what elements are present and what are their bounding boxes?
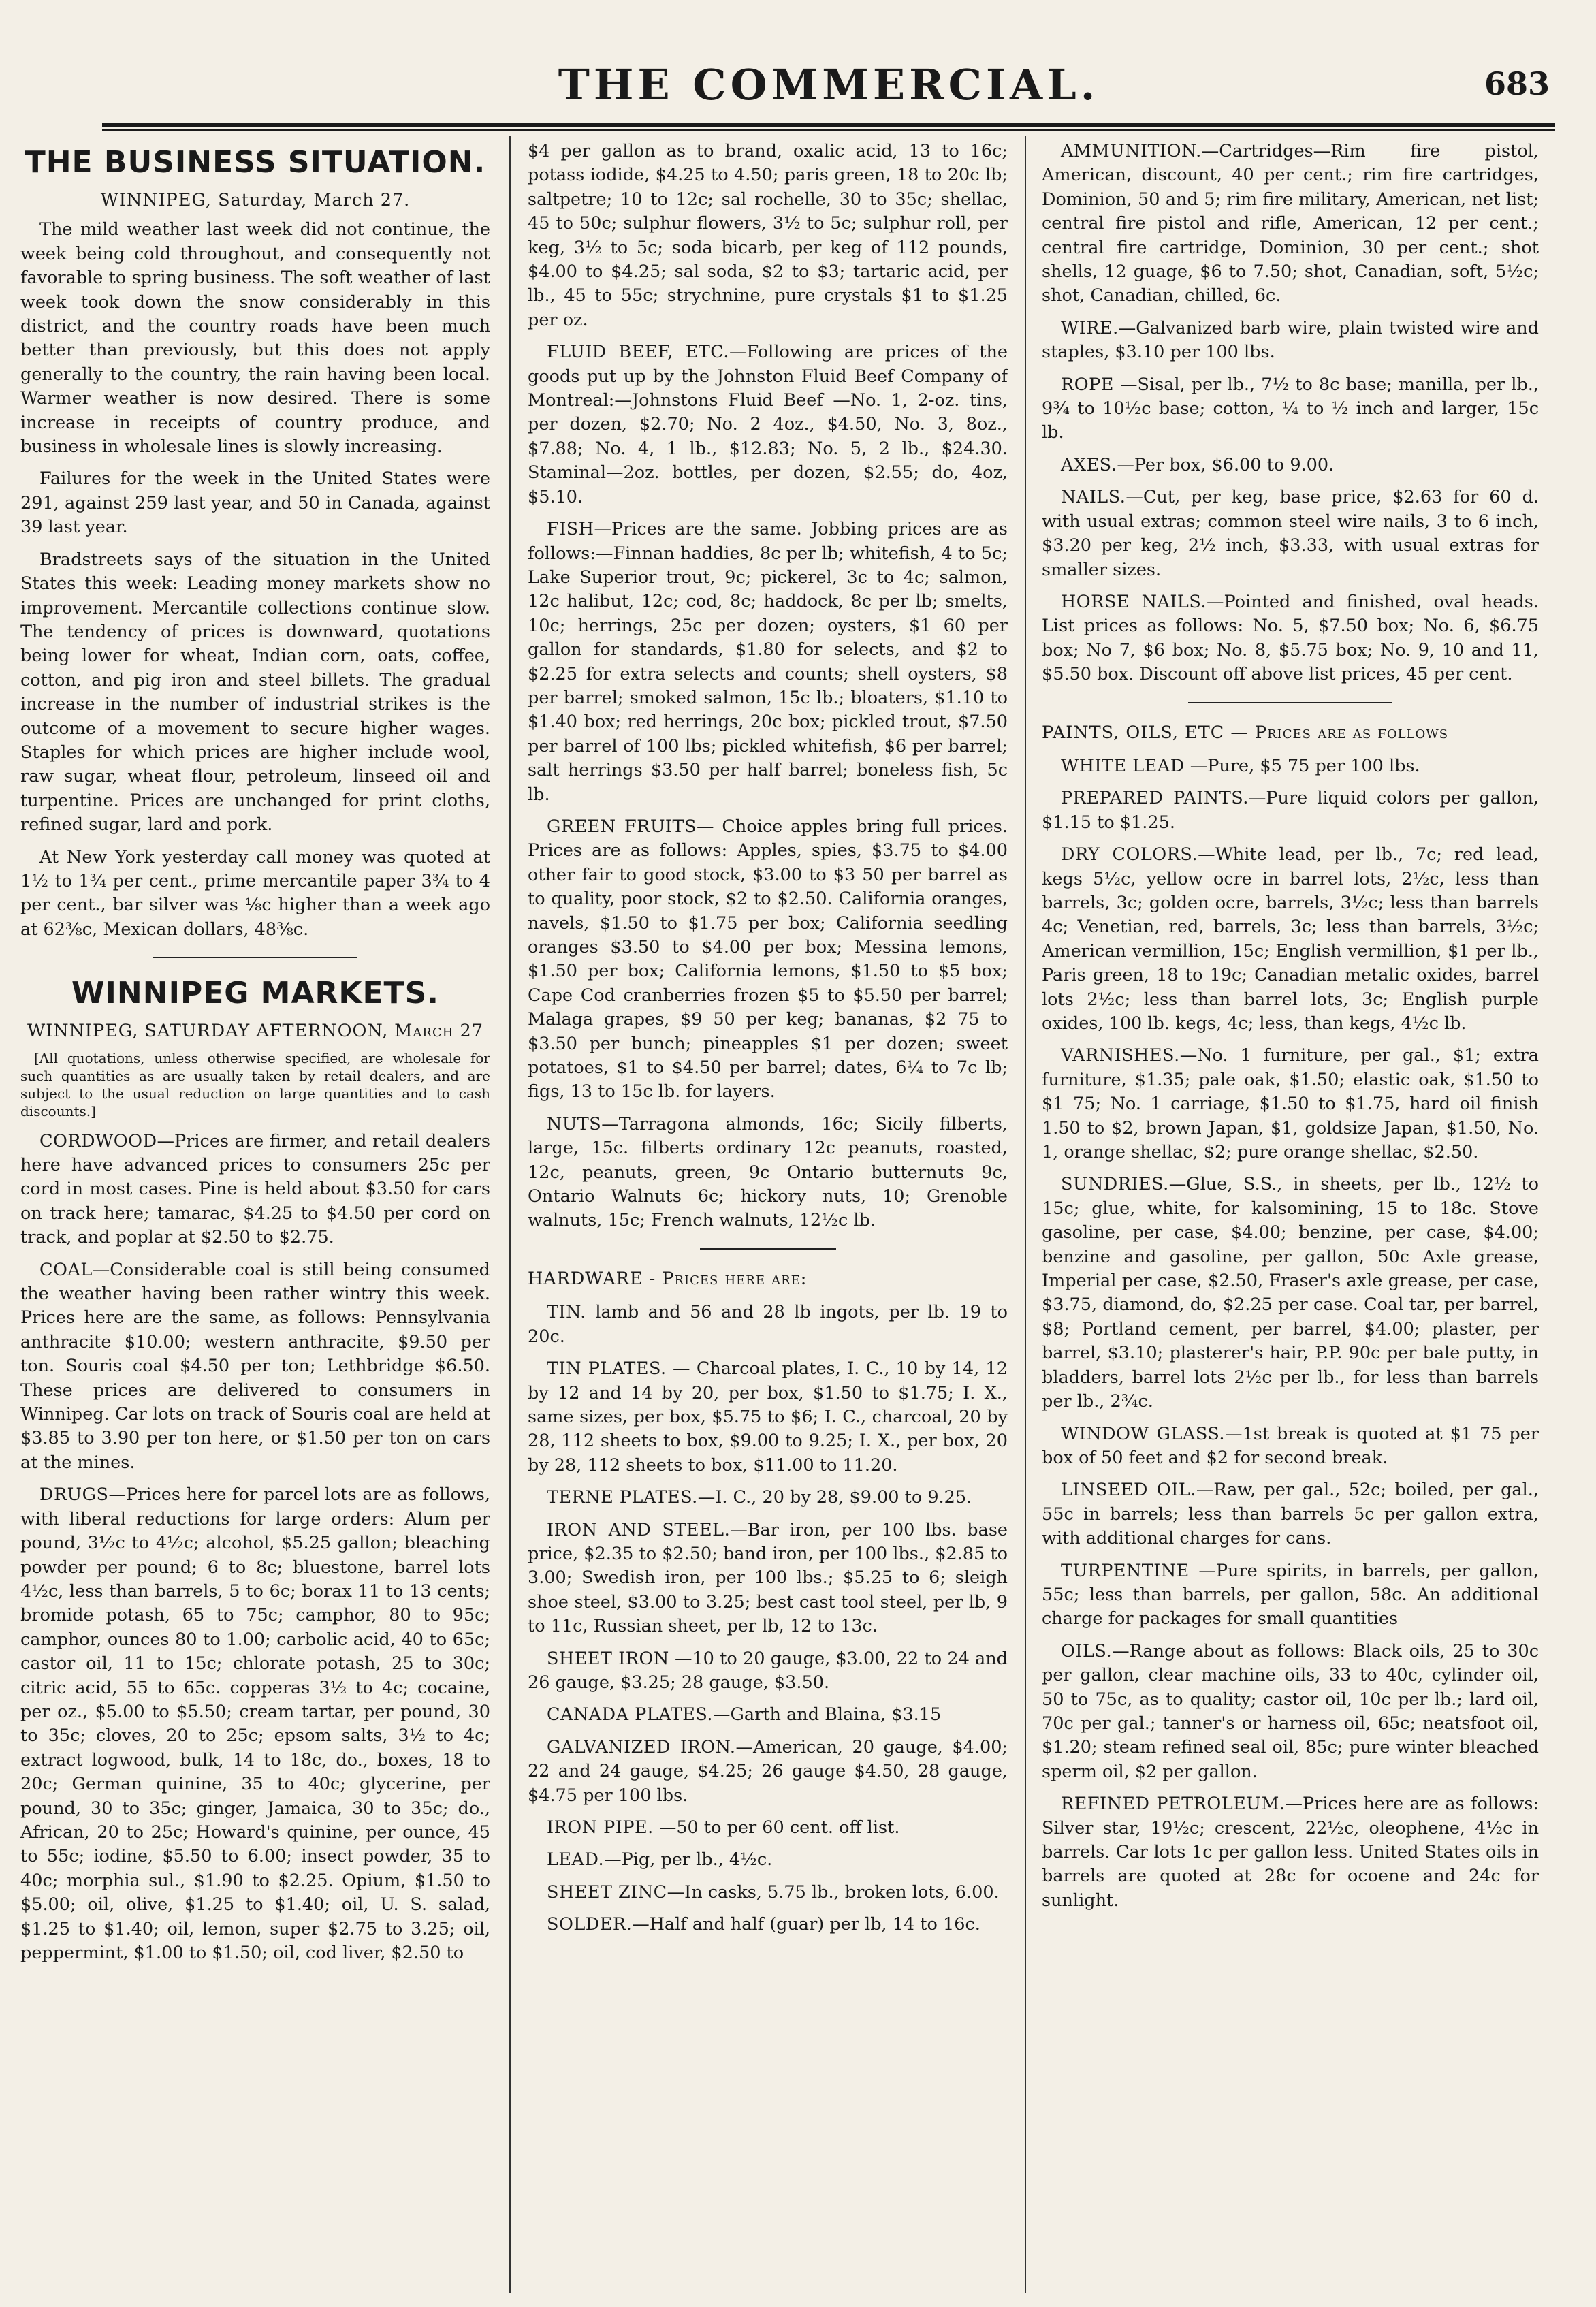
white-lead-label: WHITE LEAD [1061, 755, 1185, 776]
drugs-label: DRUGS [39, 1484, 109, 1506]
sundries-entry [1042, 1173, 1539, 1414]
tin-label: TIN. [547, 1302, 586, 1323]
column-divider-1 [509, 136, 511, 2293]
canada-plates-label: CANADA PLATES. [547, 1704, 714, 1725]
refined-petroleum-entry [1042, 1792, 1539, 1913]
varnishes-entry [1042, 1044, 1539, 1164]
sheet-iron-label: SHEET IRON [547, 1648, 669, 1669]
wire-label: WIRE. [1061, 317, 1119, 338]
rope-entry [1042, 373, 1539, 445]
terne-plates-label: TERNE PLATES. [547, 1487, 698, 1508]
masthead [102, 41, 1555, 129]
coal-entry [20, 1258, 490, 1476]
markets-heading: WINNIPEG MARKETS. [71, 976, 439, 1011]
drugs-entry [20, 1483, 490, 1965]
fluid-beef-text: —Following are prices of the goods put up by the Johnston Fluid Beef Company of Montreal:—Johnstons Fluid Beef —No. 1, 2-oz. tins, per dozen, $2.70; No. 2 4oz., $4.50, No. 3, 8oz., $7.88; No. 4, 1 lb., $12.83; No. 5, 2 lb., $24.30. Staminal—2oz. bottles, per dozen, $2.55; do, 4oz, $5.10. [528, 342, 1008, 507]
lead-entry [528, 1848, 1008, 1872]
fluid-beef-label: FLUID BEEF, ETC. [547, 342, 730, 363]
hardware-heading: HARDWARE - Prices here are: [528, 1268, 808, 1289]
cordwood-text: —Prices are firmer, and retail dealers here have advanced prices to consumers 25c per cord in most cases. Pine is held about $3.50 for cars on track here; tamarac, $4.25 to $4.50 per cord on track, and poplar at $2.50 to $2.75. [20, 1130, 490, 1248]
sheet-zinc-label: SHEET ZINC [547, 1881, 667, 1903]
fish-text: —Prices are the same. Jobbing prices are as follows:—Finnan haddies, 8c per lb; whitefish, 4 to 5c; Lake Superior trout, 9c; pickerel, 3c to 4c; salmon, 12c halibut, 12c; cod, 8c; haddock, 8c per lb; smelts, 10c; herrings, 25c per dozen; oysters, $1 60 per gallon for standards, $1.80 for selects, and $2 to $2.25 for extra selects and counts; shell oysters, $8 per barrel; smoked salmon, 15c lb.; bloaters, $1.10 to $1.40 box; red herrings, 20c box; pickled trout, $7.50 per barrel of 100 lbs; pickled whitefish, $6 per barrel; salt herrings $3.50 per half barrel; boneless fish, 5c lb. [528, 519, 1008, 805]
markets-note: [All quotations, unless otherwise specified, are wholesale for such quantities as are usually taken by retail dealers, and are subject to the usual reduction on large quantities and to cash discounts.] [20, 1049, 490, 1119]
terne-plates-entry [528, 1486, 1008, 1510]
green-fruits-label: GREEN FRUITS [547, 816, 697, 837]
axes-entry [1042, 454, 1539, 477]
column-3 [1042, 140, 1539, 2287]
prepared-paints-entry [1042, 786, 1539, 835]
cordwood-entry [20, 1130, 490, 1250]
window-glass-label: WINDOW GLASS. [1061, 1423, 1226, 1444]
canada-plates-text: —Garth and Blaina, $3.15 [713, 1704, 942, 1725]
coal-text: —Considerable coal is still being consumed the weather having been rather wintry this week. Prices here are the same, as follows: Pennsylvania anthracite $10.00; western anthracite, $9.50 per ton. Souris coal $4.50 per ton; Lethbridge $6.50. These prices are delivered to consumers in Winnipeg. Car lots on track of Souris coal are held at $3.85 to 3.90 per ton here, or $1.50 per ton on cars at the mines. [20, 1259, 490, 1473]
oils-label: OILS. [1061, 1640, 1113, 1661]
nuts-entry [528, 1113, 1008, 1233]
axes-text: —Per box, $6.00 to 9.00. [1117, 454, 1335, 475]
wire-text: —Galvanized barb wire, plain twisted wire and staples, $3.10 per 100 lbs. [1042, 317, 1539, 363]
tin-plates-label: TIN PLATES. [547, 1358, 667, 1380]
business-dateline: WINNIPEG, Saturday, March 27. [100, 190, 411, 210]
oils-entry [1042, 1640, 1539, 1784]
iron-steel-text: —Bar iron, per 100 lbs. base price, $2.35 to $2.50; band iron, per 100 lbs., $2.85 to 3.00; Swedish iron, per 100 lbs.; $5.25 to 6; sleigh shoe steel, $3.00 to 3.25; best cast tool steel, per lb, 9 to 11c, Russian sheet, per lb, 12 to 13c. [528, 1519, 1008, 1637]
varnishes-text: —No. 1 furniture, per gal., $1; extra furniture, $1.35; pale oak, $1.50; elastic oak, $1.50 to $1 75; No. 1 carriage, $1.50 to $1.75, hard oil finish 1.50 to $2, brown Japan, $1, goldsize Japan, $1.50, No. 1, orange shellac, $2; pure orange shellac, $2.50. [1042, 1045, 1539, 1163]
drugs-continued: $4 per gallon as to brand, oxalic acid, 13 to 16c; potass iodide, $4.25 to 4.50; paris green, 18 to 20c lb; saltpetre; 10 to 12c; sal rochelle, 30 to 35c; shellac, 45 to 50c; sulphur flowers, 3½ to 5c; sulphur roll, per keg, 3½ to 5c; soda bicarb, per keg of 112 pounds, $4.00 to $4.25; sal soda, $2 to $3; tartaric acid, per lb., 45 to 55c; strychnine, pure crystals $1 to $1.25 per oz. [528, 141, 1008, 330]
galvanized-iron-entry [528, 1736, 1008, 1808]
tin-plates-text: — Charcoal plates, I. C., 10 by 14, 12 by 12 and 14 by 20, per box, $1.50 to $1.75; I. X., same sizes, per box, $5.75 to $6; I. C., charcoal, 20 by 28, 112 sheets to box, $9.00 to 9.25; I. X., per box, 20 by 28, 112 sheets to box, $11.00 to 11.20. [528, 1358, 1008, 1476]
paints-heading: PAINTS, OILS, ETC — Prices are as follows [1042, 722, 1449, 743]
masthead-title: THE COMMERCIAL. [558, 60, 1100, 110]
nuts-label: NUTS [547, 1113, 602, 1134]
iron-pipe-entry [528, 1816, 1008, 1840]
column-2 [528, 140, 1008, 2287]
window-glass-entry [1042, 1422, 1539, 1471]
white-lead-text: —Pure, $5 75 per 100 lbs. [1184, 755, 1420, 776]
sheet-iron-entry [528, 1647, 1008, 1696]
nails-label: NAILS. [1061, 487, 1126, 508]
column-divider-2 [1025, 136, 1026, 2293]
iron-pipe-text: —50 to per 60 cent. off list. [653, 1817, 900, 1838]
linseed-oil-label: LINSEED OIL. [1061, 1480, 1196, 1501]
linseed-oil-entry [1042, 1478, 1539, 1550]
dry-colors-entry [1042, 843, 1539, 1036]
business-heading: THE BUSINESS SITUATION. [25, 145, 486, 180]
drugs-text: —Prices here for parcel lots are as follows, with liberal reductions for large orders: Alum per pound, 3½c to 4½c; alcohol, $5.25 gallon; bleaching powder per pound; 6 to 8c; bluestone, barrel lots 4½c, less than barrels, 5 to 6c; borax 11 to 13 cents; bromide potash, 65 to 75c; camphor, 80 to 95c; camphor, ounces 80 to 1.00; carbolic acid, 40 to 65c; castor oil, 11 to 15c; chlorate potash, 25 to 30c; citric acid, 55 to 65c. copperas 3½ to 4c; cocaine, per oz., $5.00 to $5.50; cream tartar, per pound, 30 to 35c; cloves, 20 to 25c; epsom salts, 3½ to 4c; extract logwood, bulk, 14 to 18c, do., boxes, 18 to 20c; German quinine, 35 to 40c; glycerine, per pound, 30 to 35c; ginger, Jamaica, 30 to 35c; do., African, 20 to 25c; Howard's quinine, per ounce, 45 to 55c; iodine, $5.50 to 6.00; insect powder, 35 to 40c; morphia sul., $1.90 to $2.25. Opium, $1.50 to $5.00; oil, olive, $1.25 to $1.40; oil, U. S. salad, $1.25 to $1.40; oil, lemon, super $2.75 to 3.25; oil, peppermint, $1.00 to $1.50; oil, cod liver, $2.50 to [20, 1484, 490, 1963]
horse-nails-text: —Pointed and finished, oval heads. List prices as follows: No. 5, $7.50 box; No. 6, $6.75 box; No 7, $6 box; No. 8, $5.75 box; No. 9, 10 and 11, $5.50 box. Discount off above list prices, 45 per cent. [1042, 591, 1539, 685]
cordwood-label: CORDWOOD [39, 1130, 157, 1151]
prepared-paints-label: PREPARED PAINTS. [1061, 788, 1249, 809]
galvanized-iron-text: —American, 20 gauge, $4.00; 22 and 24 gauge, $4.25; 26 gauge $4.50, 28 gauge, $4.75 per 100 lbs. [528, 1736, 1008, 1806]
business-paragraph-4: At New York yesterday call money was quoted at 1½ to 1¾ per cent., prime mercantile paper 3¾ to 4 per cent., bar silver was ⅛c higher than a week ago at 62⅜c, Mexican dollars, 48⅜c. [20, 846, 490, 940]
refined-petroleum-label: REFINED PETROLEUM. [1061, 1794, 1286, 1815]
dry-colors-label: DRY COLORS. [1061, 844, 1198, 865]
lead-text: —Pig, per lb., 4½c. [604, 1849, 773, 1871]
rope-label: ROPE [1061, 374, 1114, 395]
ammunition-entry [1042, 140, 1539, 308]
iron-steel-entry [528, 1518, 1008, 1639]
solder-label: SOLDER. [547, 1914, 633, 1935]
oils-text: —Range about as follows: Black oils, 25 to 30c per gallon, clear machine oils, 33 to 40c, cylinder oil, 50 to 75c, as to quality; castor oil, 10c per lb.; lard oil, 70c per gal.; tanner's or harness oil, 65c; neatsfoot oil, $1.20; steam refined seal oil, 85c; pure winter bleached sperm oil, $2 per gallon. [1042, 1640, 1539, 1782]
masthead-rule [102, 123, 1555, 127]
ammunition-text: —Cartridges—Rim fire pistol, American, discount, 40 per cent.; rim fire cartridges, Dominion, 50 and 5; rim fire military, American, net list; central fire pistol and rifle, American, 12 per cent.; central fire cartridge, Dominion, 30 per cent.; shot shells, 12 guage, $6 to 7.50; shot, Canadian, soft, 5½c; shot, Canadian, chilled, 6c. [1042, 141, 1539, 306]
tin-text: lamb and 56 and 28 lb ingots, per lb. 19 to 20c. [528, 1302, 1008, 1347]
window-glass-text: —1st break is quoted at $1 75 per box of 50 feet and $2 for second break. [1042, 1423, 1539, 1468]
tin-entry [528, 1301, 1008, 1349]
canada-plates-entry [528, 1703, 1008, 1727]
turpentine-entry [1042, 1559, 1539, 1632]
lead-label: LEAD. [547, 1849, 605, 1871]
masthead-rule-thin [102, 129, 1555, 131]
sheet-zinc-entry [528, 1881, 1008, 1905]
wire-entry [1042, 317, 1539, 365]
axes-label: AXES. [1061, 454, 1117, 475]
iron-steel-label: IRON AND STEEL. [547, 1519, 731, 1540]
rope-text: —Sisal, per lb., 7½ to 8c base; manilla, per lb., 9¾ to 10½c base; cotton, ¼ to ½ inch and larger, 15c lb. [1042, 374, 1539, 443]
business-paragraph-1: The mild weather last week did not continue, the week being cold throughout, and consequently not favorable to spring business. The soft weather of last week took down the snow considerably in this district, and the country roads have been much better than previously, but this does not apply generally to the country, the rain having been local. Warmer weather is now desired. There is some increase in receipts of country produce, and business in wholesale lines is slowly increasing. [20, 219, 490, 458]
turpentine-text: —Pure spirits, in barrels, per gallon, 55c; less than barrels, per gallon, 58c. An additional charge for packages for small quantities [1042, 1560, 1539, 1629]
sheet-zinc-text: —In casks, 5.75 lb., broken lots, 6.00. [667, 1881, 1000, 1903]
business-paragraph-3: Bradstreets says of the situation in the United States this week: Leading money markets show no improvement. Mercantile collections continue slow. The tendency of prices is downward, quotations being lower for wheat, Indian corn, oats, coffee, cotton, and pig iron and steel billets. The gradual increase in the number of industrial strikes is the outcome of a movement to secure higher wages. Staples for which prices are higher include wool, raw sugar, wheat flour, petroleum, linseed oil and turpentine. Prices are unchanged for print cloths, refined sugar, lard and pork. [20, 549, 490, 836]
green-fruits-entry [528, 815, 1008, 1104]
galvanized-iron-label: GALVANIZED IRON. [547, 1736, 736, 1757]
page-number: 683 [1484, 65, 1550, 102]
business-paragraph-2: Failures for the week in the United States were 291, against 259 last year, and 50 in Canada, against 39 last year. [20, 468, 490, 538]
horse-nails-entry [1042, 590, 1539, 687]
section-separator [1188, 702, 1392, 703]
dry-colors-text: —White lead, per lb., 7c; red lead, kegs 5½c, yellow ocre in barrel lots, 2½c, less than barrels, 3c; golden ocre, barrels, 3½c; less than barrels 4c; Venetian, red, barrels, 3c; less than barrels, 3½c; American vermillion, 15c; English vermillion, $1 per lb., Paris green, 18 to 19c; Canadian metalic oxides, barrel lots 2½c; less than barrel lots, 3c; English purple oxides, 100 lb. kegs, 4c; less, than kegs, 4½c lb. [1042, 844, 1539, 1034]
markets-dateline: WINNIPEG, SATURDAY AFTERNOON, March 27 [27, 1021, 483, 1042]
fish-label: FISH [547, 519, 594, 540]
coal-label: COAL [39, 1259, 93, 1280]
fluid-beef-entry [528, 340, 1008, 509]
ammunition-label: AMMUNITION. [1061, 141, 1202, 161]
nails-entry [1042, 486, 1539, 582]
iron-pipe-label: IRON PIPE. [547, 1817, 654, 1838]
white-lead-entry [1042, 754, 1539, 778]
linseed-oil-text: —Raw, per gal., 52c; boiled, per gal., 55c in barrels; less than barrels 5c per gallon extra, with additional charges for cans. [1042, 1480, 1539, 1549]
refined-petroleum-text: —Prices here are as follows: Silver star, 19½c; crescent, 22½c, oleophene, 4½c in barrels. Car lots 1c per gallon less. United States oils in barrels are quoted at 28c for ocoene and 24c for sunlight. [1042, 1794, 1539, 1911]
horse-nails-label: HORSE NAILS. [1061, 591, 1207, 612]
varnishes-label: VARNISHES. [1061, 1045, 1180, 1066]
solder-entry [528, 1913, 1008, 1937]
prepared-paints-text: —Pure liquid colors per gallon, $1.15 to $1.25. [1042, 788, 1539, 833]
fish-entry [528, 518, 1008, 807]
turpentine-label: TURPENTINE [1061, 1560, 1190, 1581]
sundries-label: SUNDRIES. [1061, 1174, 1169, 1195]
terne-plates-text: —I. C., 20 by 28, $9.00 to 9.25. [697, 1487, 972, 1508]
section-separator [700, 1248, 836, 1250]
nails-text: —Cut, per keg, base price, $2.63 for 60 d. with usual extras; common steel wire nails, 3 to 6 inch, $3.20 per keg, 2½ inch, $3.33, with usual extras for smaller sizes. [1042, 487, 1539, 580]
solder-text: —Half and half (guar) per lb, 14 to 16c. [632, 1914, 980, 1935]
sheet-iron-text: —10 to 20 gauge, $3.00, 22 to 24 and 26 gauge, $3.25; 28 gauge, $3.50. [528, 1648, 1008, 1693]
section-separator [153, 957, 357, 958]
tin-plates-entry [528, 1357, 1008, 1478]
sundries-text: —Glue, S.S., in sheets, per lb., 12½ to 15c; glue, white, for kalsomining, 15 to 18c. Stove gasoline, per case, $4.00; benzine, per case, $4.00; benzine and gasoline, per gallon, 50c Axle grease, Imperial per case, $2.50, Fraser's axle grease, per case, $3.75, diamond, do, $2.25 per case. Coal tar, per barrel, $8; Portland cement, per barrel, $4.00; plaster, per barrel, $3.10; plasterer's hair, P.P. 90c per bale putty, in bladders, barrel lots 2½c per lb., for less than barrels per lb., 2¾c. [1042, 1174, 1539, 1412]
green-fruits-text: — Choice apples bring full prices. Prices are as follows: Apples, spies, $3.75 to $4.00 other fair to good stock, $3.00 to $3 50 per barrel as to quality, poor stock, $2 to $2.50. California oranges, navels, $1.50 to $1.75 per box; California seedling oranges $3.50 to $4.00 per box; Messina lemons, $1.50 per box; California lemons, $1.50 to $5 box; Cape Cod cranberries frozen $5 to $5.50 per barrel; Malaga grapes, $9 50 per keg; bananas, $2 75 to $3.50 per bunch; pineapples $1 per dozen; sweet potatoes, $1 to $4.50 per barrel; dates, 6¼ to 7c lb; figs, 13 to 15c lb. for layers. [528, 816, 1008, 1102]
column-1 [20, 140, 490, 2287]
nuts-text: —Tarragona almonds, 16c; Sicily filberts, large, 15c. filberts ordinary 12c peanuts, roasted, 12c, peanuts, green, 9c Ontario butternuts 9c, Ontario Walnuts 6c; hickory nuts, 10; Grenoble walnuts, 15c; French walnuts, 12½c lb. [528, 1113, 1008, 1231]
